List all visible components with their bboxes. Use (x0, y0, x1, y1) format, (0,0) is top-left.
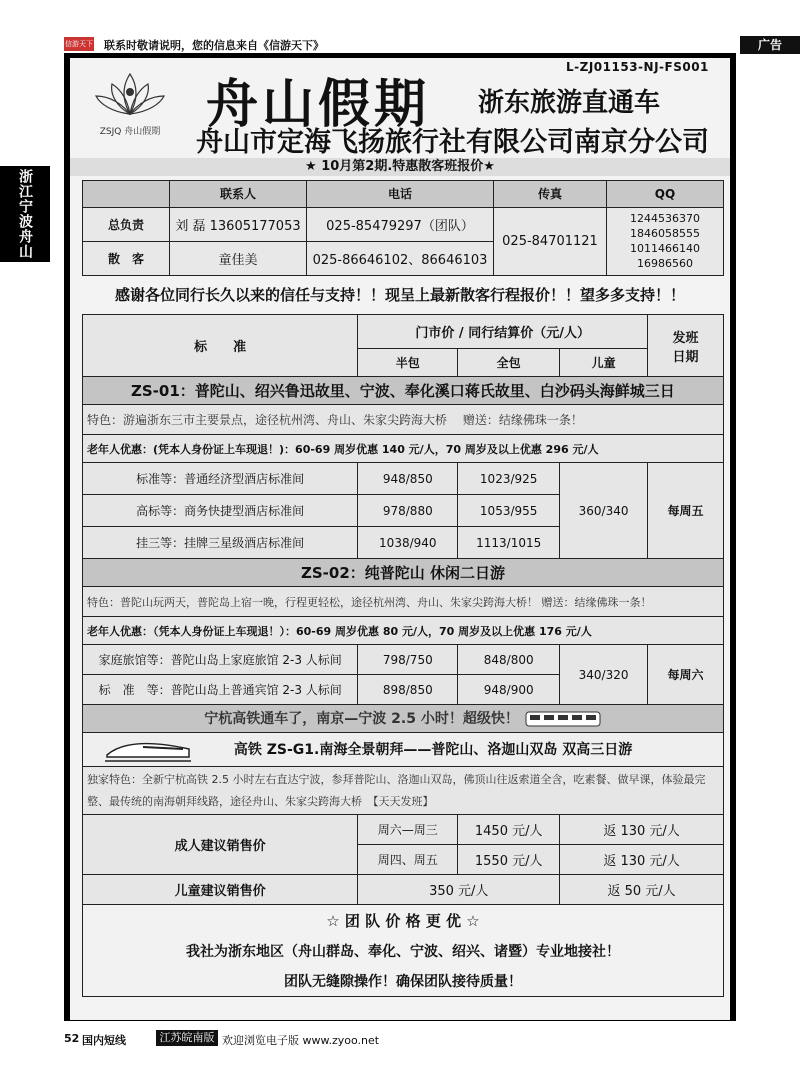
publisher-logo: 信游天下 (64, 37, 94, 51)
child-header: 儿童 (560, 349, 648, 377)
tier-label: 标准等：普通经济型酒店标准间 (83, 463, 358, 495)
top-bar (0, 36, 800, 54)
logo-caption: ZSJQ 舟山假期 (99, 127, 161, 137)
lotus-icon (92, 70, 168, 120)
team-title: ☆ 团 队 价 格 更 优 ☆ (326, 912, 480, 930)
brand-title: 舟山假期 (206, 74, 431, 135)
tier-label: 高标等：商务快捷型酒店标准间 (83, 495, 358, 527)
section-name: 国内短线 (82, 1034, 126, 1047)
child-price: 350 元/人 (358, 875, 560, 905)
half-price: 898/850 (358, 675, 458, 705)
half-price: 978/880 (358, 495, 458, 527)
route-title-g1: 高铁 ZS-G1.南海全景朝拜——普陀山、洛迦山双岛 双高三日游 (233, 741, 633, 758)
adult-price-label: 成人建议销售价 (83, 815, 358, 875)
bullet-train-icon (103, 735, 193, 765)
rebate: 返 130 元/人 (560, 815, 724, 845)
g1-title-row (83, 733, 724, 767)
contact-table (82, 180, 724, 276)
qq-list (607, 207, 724, 275)
depart-day: 每周五 (648, 463, 724, 559)
ad-label: 广告 (740, 36, 800, 54)
license-code: L-ZJ01153-NJ-FS001 (566, 60, 709, 74)
qq-number: 1846058555 (630, 227, 700, 241)
depart-header: 发班日期 (648, 315, 724, 377)
route-title-zs01: ZS-01：普陀山、绍兴鲁迅故里、宁波、奉化溪口蒋氏故里、白沙码头海鲜城三日 (83, 377, 724, 405)
team-line-1: 我社为浙东地区（舟山群岛、奉化、宁波、绍兴、诸暨）专业地接社！ (186, 944, 620, 960)
days-range: 周四、周五 (358, 845, 458, 875)
page-number: 52 (64, 1032, 80, 1045)
full-price: 1023/925 (458, 463, 560, 495)
contact-note: 联系时敬请说明，您的信息来自《信游天下》 (104, 39, 324, 52)
team-block (83, 905, 724, 997)
full-price: 1053/955 (458, 495, 560, 527)
rebate: 返 130 元/人 (560, 845, 724, 875)
depart-day: 每周六 (648, 645, 724, 705)
rebate: 返 50 元/人 (560, 875, 724, 905)
footer (64, 1030, 400, 1046)
adult-price: 1450 元/人 (458, 815, 560, 845)
full-price: 848/800 (458, 645, 560, 675)
website-link[interactable]: 欢迎浏览电子版 www.zyoo.net (222, 1034, 380, 1047)
hsr-banner (83, 705, 724, 733)
company-name: 舟山市定海飞扬旅行社有限公司南京分公司 (196, 127, 709, 158)
half-price: 798/750 (358, 645, 458, 675)
full-header: 全包 (458, 349, 560, 377)
half-header: 半包 (358, 349, 458, 377)
contact-person: 刘 磊 13605177053 (170, 207, 307, 241)
thanks-message: 感谢各位同行长久以来的信任与支持！！现呈上最新散客行程报价！！望多多支持！！ (114, 286, 685, 304)
lotus-logo (92, 70, 168, 137)
fax-number: 025-84701121 (494, 207, 607, 275)
contact-header-phone: 电话 (307, 181, 494, 208)
child-price-label: 儿童建议销售价 (83, 875, 358, 905)
qq-number: 1011466140 (630, 242, 700, 256)
contact-header-fax: 传真 (494, 181, 607, 208)
standard-header: 标 准 (83, 315, 358, 377)
qq-number: 16986560 (637, 257, 693, 271)
tier-label: 家庭旅馆等：普陀山岛上家庭旅馆 2-3 人标间 (83, 645, 358, 675)
adult-price: 1550 元/人 (458, 845, 560, 875)
half-price: 1038/940 (358, 527, 458, 559)
hsr-banner-text: 宁杭高铁通车了，南京—宁波 2.5 小时！超级快！ (204, 710, 519, 727)
train-icon (524, 708, 602, 730)
price-table (82, 314, 724, 997)
full-price: 1113/1015 (458, 527, 560, 559)
contact-role: 总负责 (83, 207, 170, 241)
qq-number: 1244536370 (630, 212, 700, 226)
full-price: 948/900 (458, 675, 560, 705)
senior-discount: 老年人优惠：(凭本人身份证上车现退！)：60-69 周岁优惠 140 元/人，70 周岁及以上优惠 296 元/人 (83, 435, 724, 463)
contact-header-blank (83, 181, 170, 208)
contact-phone: 025-85479297（团队） (307, 207, 494, 241)
contact-role: 散 客 (83, 241, 170, 275)
half-price: 948/850 (358, 463, 458, 495)
contact-header-qq: QQ (607, 181, 724, 208)
contact-phone: 025-86646102、86646103 (307, 241, 494, 275)
contact-person: 童佳美 (170, 241, 307, 275)
route-title-zs02: ZS-02：纯普陀山 休闲二日游 (83, 559, 724, 587)
child-price: 360/340 (560, 463, 648, 559)
team-line-2: 团队无缝隙操作！确保团队接待质量！ (284, 974, 522, 990)
contact-header-person: 联系人 (170, 181, 307, 208)
price-title-header: 门市价 / 同行结算价（元/人） (358, 315, 648, 349)
route-feature: 独家特色：全新宁杭高铁 2.5 小时左右直达宁波，参拜普陀山、洛迦山双岛，佛顶山往返索道全含，吃素餐、做早课，体验最完整、最传统的南海朝拜线路，途径舟山、朱家尖跨海大桥 【天天发班】 (83, 767, 724, 815)
tier-label: 标 准 等：普陀山岛上普通宾馆 2-3 人标间 (83, 675, 358, 705)
edition-tag: 江苏皖南版 (156, 1030, 218, 1046)
region-tab: 浙江宁波舟山 (0, 166, 50, 262)
route-feature: 特色：普陀山玩两天，普陀岛上宿一晚，行程更轻松，途径杭州湾、舟山、朱家尖跨海大桥！ 赠送：结缘佛珠一条！ (83, 587, 724, 617)
days-range: 周六—周三 (358, 815, 458, 845)
issue-banner: ★ 10月第2期.特惠散客班报价★ (70, 158, 730, 176)
route-feature: 特色：游遍浙东三市主要景点，途径杭州湾、舟山、朱家尖跨海大桥 赠送：结缘佛珠一条！ (83, 405, 724, 435)
senior-discount: 老年人优惠：（凭本人身份证上车现退！）：60-69 周岁优惠 80 元/人，70 周岁及以上优惠 176 元/人 (83, 617, 724, 645)
child-price: 340/320 (560, 645, 648, 705)
tier-label: 挂三等：挂牌三星级酒店标准间 (83, 527, 358, 559)
slogan: 浙东旅游直通车 (478, 88, 661, 118)
